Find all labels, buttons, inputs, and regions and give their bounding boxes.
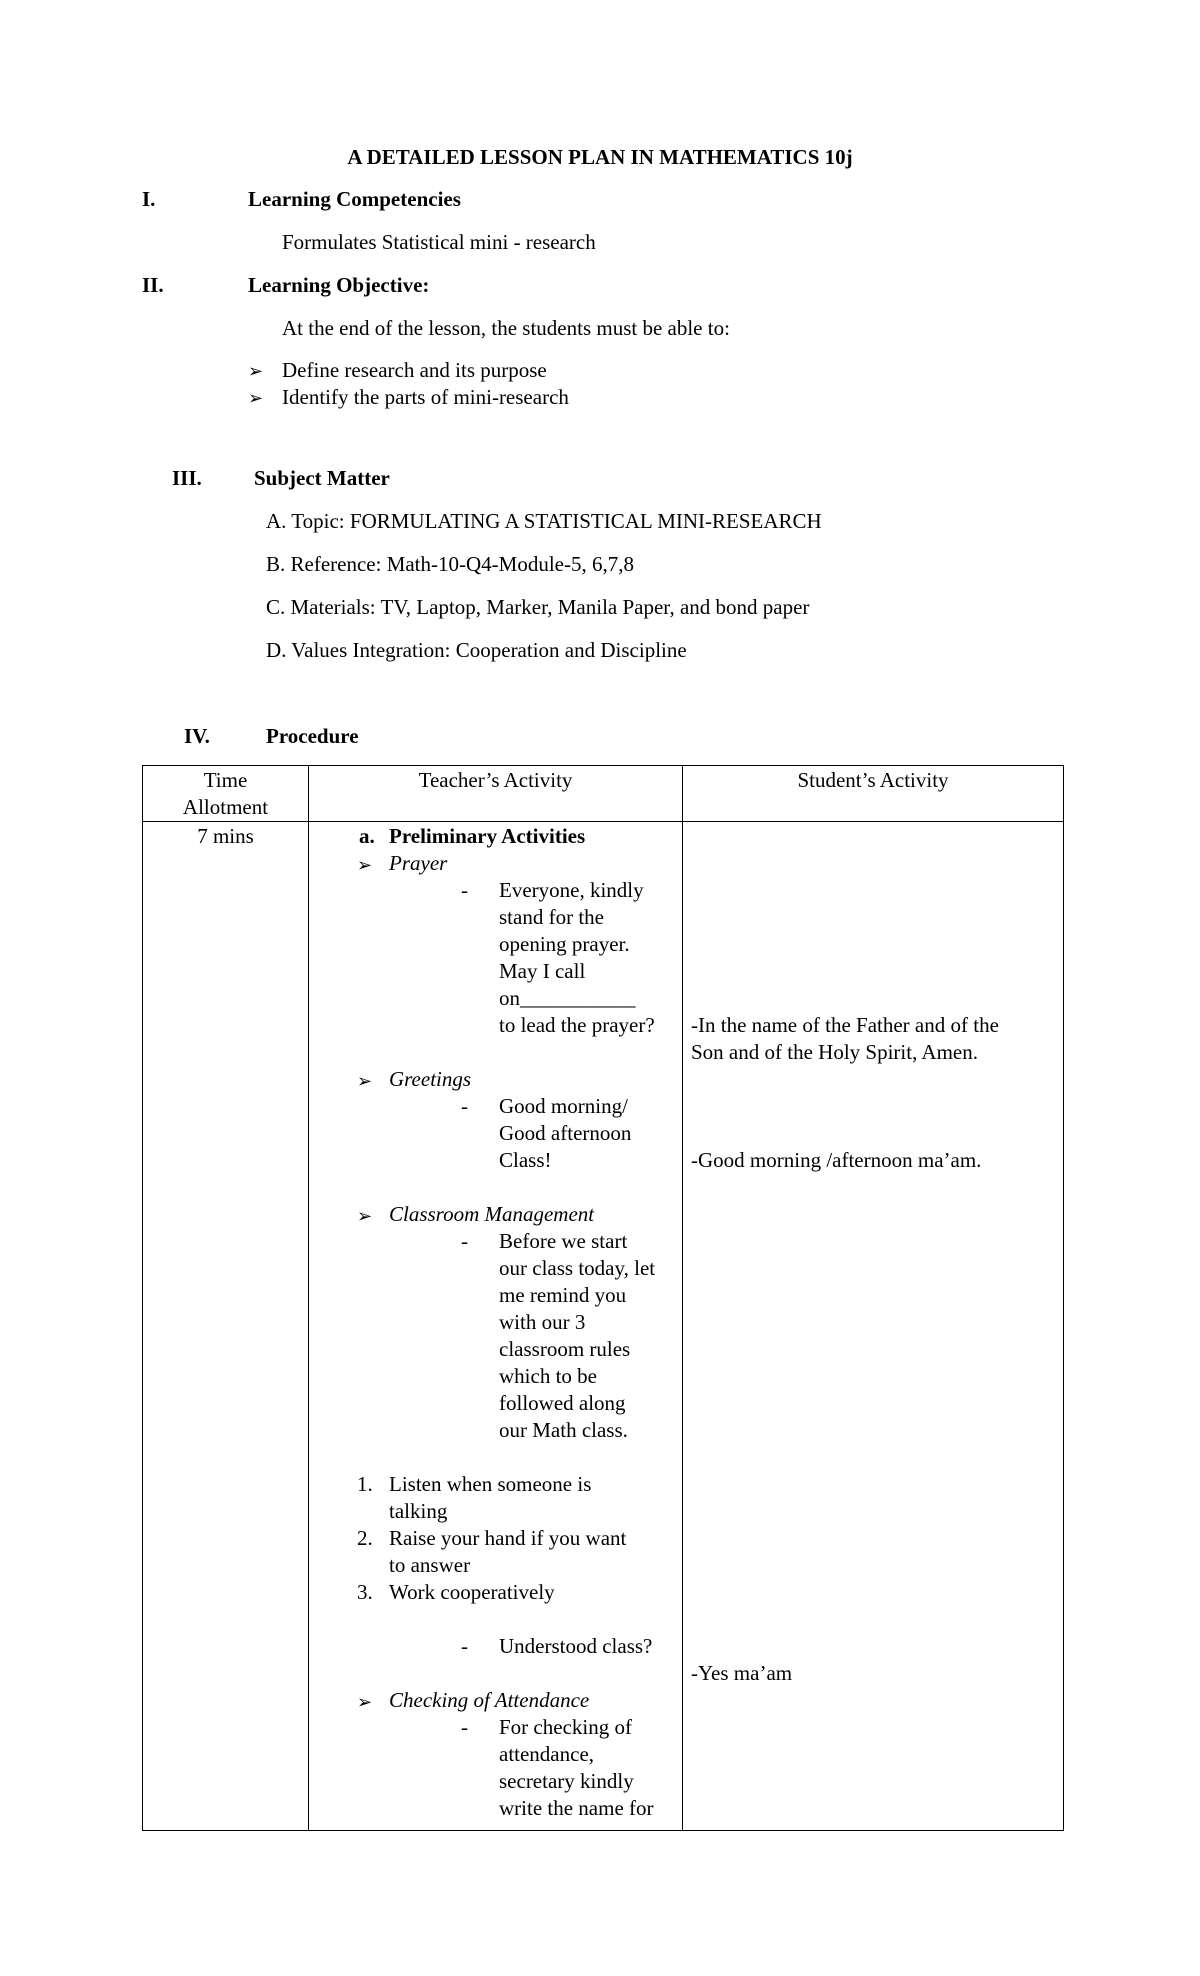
table-row xyxy=(143,822,1064,1831)
greetings-line: Class! xyxy=(499,1148,552,1172)
greetings-line: Good afternoon xyxy=(499,1121,632,1145)
rule-line: Work cooperatively xyxy=(389,1580,555,1604)
prayer-line: on___________ xyxy=(499,986,636,1010)
document-title: A DETAILED LESSON PLAN IN MATHEMATICS 10j xyxy=(347,145,853,169)
dash-marker: - xyxy=(461,1715,468,1739)
student-greeting: -Good morning /afternoon ma’am. xyxy=(691,1148,982,1172)
rule-number: 2. xyxy=(357,1526,373,1550)
objective-bullet: Identify the parts of mini-research xyxy=(282,385,569,409)
management-line: classroom rules xyxy=(499,1337,631,1361)
arrow-bullet-icon: ➢ xyxy=(357,1206,373,1226)
competencies-heading: Learning Competencies xyxy=(248,187,461,211)
rule-line: to answer xyxy=(389,1553,471,1577)
management-line: our class today, let xyxy=(499,1256,656,1280)
section-numeral-3: III. xyxy=(172,466,202,490)
header-student-label: Student’s Activity xyxy=(797,768,949,792)
arrow-bullet-icon: ➢ xyxy=(357,1071,373,1091)
prayer-line: opening prayer. xyxy=(499,932,630,956)
competencies-text: Formulates Statistical mini - research xyxy=(282,230,596,254)
management-line: Before we start xyxy=(499,1229,628,1253)
prayer-line: to lead the prayer? xyxy=(499,1013,655,1037)
dash-marker: - xyxy=(461,1634,468,1658)
rule-number: 3. xyxy=(357,1580,373,1604)
arrow-bullet-icon: ➢ xyxy=(248,361,264,381)
attendance-line: attendance, xyxy=(499,1742,595,1766)
arrow-bullet-icon: ➢ xyxy=(248,388,264,408)
attendance-line: For checking of xyxy=(499,1715,632,1739)
header-student-activity xyxy=(683,766,1064,822)
rule-line: talking xyxy=(389,1499,448,1523)
header-teacher-label: Teacher’s Activity xyxy=(418,768,573,792)
procedure-heading: Procedure xyxy=(266,724,359,748)
student-activity-cell xyxy=(683,822,1064,1831)
header-time-line2: Allotment xyxy=(182,795,269,819)
section-numeral-2: II. xyxy=(142,273,164,297)
section-numeral-1: I. xyxy=(142,187,156,211)
dash-marker: - xyxy=(461,1094,468,1118)
subject-item-reference: B. Reference: Math-10-Q4-Module-5, 6,7,8 xyxy=(266,552,634,576)
attendance-label: Checking of Attendance xyxy=(389,1688,590,1712)
table-header-row xyxy=(143,766,1064,822)
management-line: me remind you xyxy=(499,1283,627,1307)
rule-line: Raise your hand if you want xyxy=(389,1526,627,1550)
attendance-line: secretary kindly xyxy=(499,1769,634,1793)
greetings-line: Good morning/ xyxy=(499,1094,628,1118)
management-line: our Math class. xyxy=(499,1418,628,1442)
prayer-line: stand for the xyxy=(499,905,604,929)
rule-number: 1. xyxy=(357,1472,373,1496)
subject-matter-heading: Subject Matter xyxy=(254,466,390,490)
student-prayer-line: -In the name of the Father and of the xyxy=(691,1013,999,1037)
prayer-line: May I call xyxy=(499,959,586,983)
subject-item-values: D. Values Integration: Cooperation and Discipline xyxy=(266,638,687,662)
objective-bullet: Define research and its purpose xyxy=(282,358,547,382)
dash-marker: - xyxy=(461,1229,468,1253)
procedure-table xyxy=(142,765,1064,1831)
preliminary-letter: a. xyxy=(359,824,375,848)
student-prayer-line: Son and of the Holy Spirit, Amen. xyxy=(691,1040,978,1064)
prayer-label: Prayer xyxy=(389,851,448,875)
time-value: 7 mins xyxy=(197,824,254,848)
header-time-line1: Time xyxy=(203,768,248,792)
time-cell xyxy=(143,822,309,1831)
attendance-line: write the name for xyxy=(499,1796,654,1820)
dash-marker: - xyxy=(461,878,468,902)
arrow-bullet-icon: ➢ xyxy=(357,855,373,875)
management-line: with our 3 xyxy=(499,1310,586,1334)
objective-heading: Learning Objective: xyxy=(248,273,430,297)
header-time-allotment xyxy=(143,766,309,822)
rule-line: Listen when someone is xyxy=(389,1472,592,1496)
preliminary-label: Preliminary Activities xyxy=(389,824,586,848)
greetings-label: Greetings xyxy=(389,1067,472,1091)
understood-line: Understood class? xyxy=(499,1634,653,1658)
teacher-activity-cell xyxy=(309,822,683,1831)
subject-item-topic: A. Topic: FORMULATING A STATISTICAL MINI-RESEARCH xyxy=(266,509,822,533)
management-label: Classroom Management xyxy=(389,1202,595,1226)
prayer-line: Everyone, kindly xyxy=(499,878,644,902)
teacher-activity-content xyxy=(309,822,682,1830)
student-understood: -Yes ma’am xyxy=(691,1661,793,1685)
section-numeral-4: IV. xyxy=(184,724,210,748)
subject-item-materials: C. Materials: TV, Laptop, Marker, Manila Paper, and bond paper xyxy=(266,595,810,619)
objective-intro: At the end of the lesson, the students must be able to: xyxy=(282,316,730,340)
management-line: followed along xyxy=(499,1391,626,1415)
arrow-bullet-icon: ➢ xyxy=(357,1692,373,1712)
management-line: which to be xyxy=(499,1364,597,1388)
header-teacher-activity xyxy=(309,766,683,822)
